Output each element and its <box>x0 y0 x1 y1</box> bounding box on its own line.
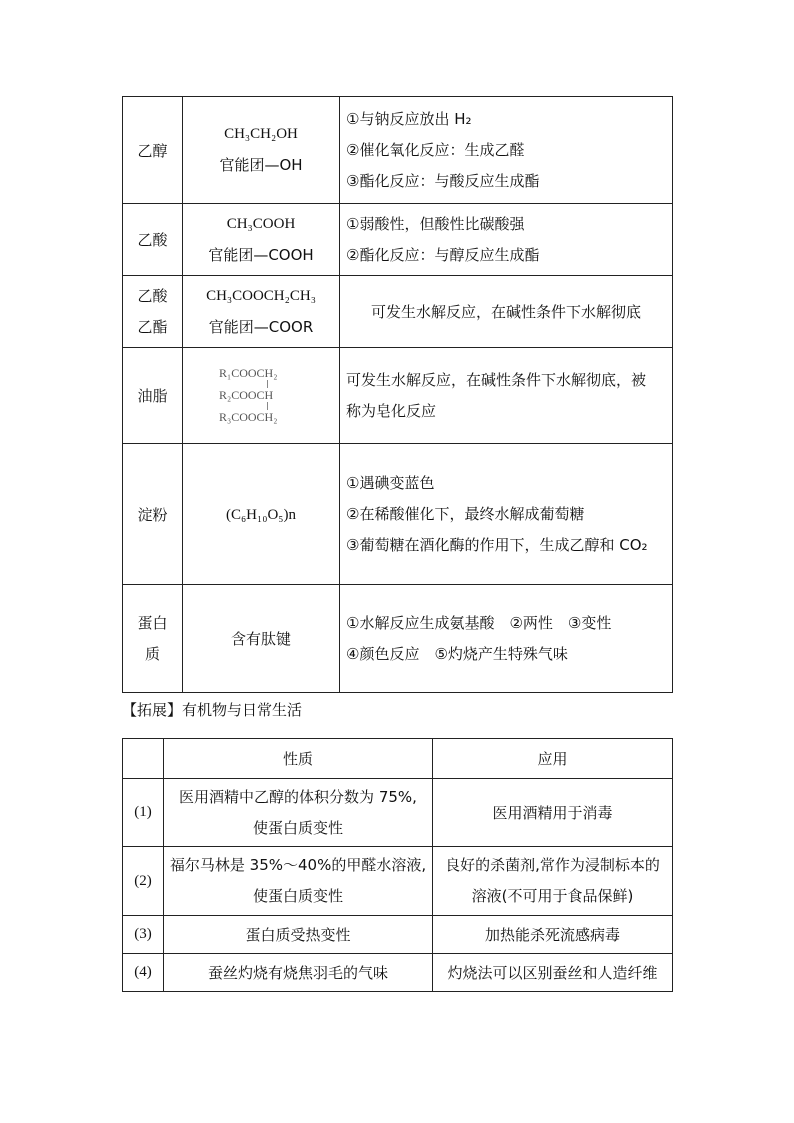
property-item: ①与钠反应放出 H₂ <box>346 109 472 128</box>
properties-cell <box>340 276 673 348</box>
name-text: 乙酸 <box>137 231 168 249</box>
formula-main: CH₃COOCH₂CH₃ <box>206 287 316 304</box>
property-item: ④颜色反应 ⑤灼烧产生特殊气味 <box>346 644 568 663</box>
property-item: 可发生水解反应，在碱性条件下水解彻底，被 <box>346 370 647 389</box>
column-header: 应用 <box>433 739 673 779</box>
compound-name <box>123 348 183 444</box>
properties-cell <box>340 444 673 585</box>
application-cell: 加热能杀死流感病毒 <box>433 916 673 954</box>
property-cell <box>164 847 433 916</box>
formula-cell <box>183 276 340 348</box>
table-row <box>123 585 673 693</box>
application-cell: 灼烧法可以区别蚕丝和人造纤维 <box>433 954 673 992</box>
row-number: (4) <box>123 954 164 992</box>
table-header-row <box>123 739 673 779</box>
property-cell: 蚕丝灼烧有烧焦羽毛的气味 <box>164 954 433 992</box>
property-item: ②在稀酸催化下，最终水解成葡萄糖 <box>346 504 585 523</box>
structure-line: R₁COOCH₂ <box>219 366 278 380</box>
name-text: 油脂 <box>137 387 168 405</box>
table-row <box>123 916 673 954</box>
property-cell <box>164 779 433 847</box>
property-item: ③葡萄糖在酒化酶的作用下，生成乙醇和 CO₂ <box>346 535 648 554</box>
structure-line: R₃COOCH₂ <box>219 410 278 424</box>
formula-cell <box>183 348 340 444</box>
extension-heading: 【拓展】有机物与日常生活 <box>122 701 303 719</box>
table-row <box>123 779 673 847</box>
name-text: 蛋白 <box>137 613 168 632</box>
property-text: 福尔马林是 35%～40%的甲醛水溶液, <box>169 856 427 874</box>
name-text: 乙酸 <box>137 286 168 305</box>
formula-main: (C₆H₁₀O₅)n <box>225 506 297 523</box>
row-number: (1) <box>123 779 164 847</box>
name-text: 质 <box>144 644 160 663</box>
triglyceride-structure <box>219 366 277 424</box>
functional-group: 官能团—COOH <box>208 245 314 264</box>
property-item: ①遇碘变蓝色 <box>346 473 435 492</box>
structure-line: R₂COOCH <box>219 388 274 402</box>
row-number: (2) <box>123 847 164 916</box>
name-text: 乙醇 <box>137 141 168 160</box>
formula-cell <box>183 585 340 693</box>
compound-name <box>123 204 183 276</box>
formula-main: CH₃CH₂OH <box>224 126 298 142</box>
compound-name <box>123 585 183 693</box>
table-row <box>123 847 673 916</box>
daily-life-table <box>122 738 673 992</box>
table-row <box>123 348 673 444</box>
bond-line <box>267 380 269 388</box>
properties-cell <box>340 348 673 444</box>
table-row <box>123 276 673 348</box>
formula-main: 含有肽键 <box>230 630 291 648</box>
column-header: 性质 <box>164 739 433 779</box>
application-cell <box>433 847 673 916</box>
formula-cell <box>183 444 340 585</box>
application-text: 良好的杀菌剂,常作为浸制标本的 <box>445 856 660 874</box>
properties-cell <box>340 204 673 276</box>
compound-name <box>123 444 183 585</box>
application-text: 医用酒精用于消毒 <box>492 804 613 822</box>
organic-compounds-table <box>122 96 673 693</box>
compound-name <box>123 97 183 204</box>
properties-cell <box>340 97 673 204</box>
property-item: ①弱酸性，但酸性比碳酸强 <box>346 214 525 233</box>
header-blank <box>123 739 164 779</box>
table-row <box>123 444 673 585</box>
functional-group: 官能团—OH <box>219 156 303 174</box>
formula-cell <box>183 204 340 276</box>
functional-group: 官能团—COOR <box>208 317 314 336</box>
property-item: 可发生水解反应，在碱性条件下水解彻底 <box>370 303 641 321</box>
name-text: 淀粉 <box>137 505 168 524</box>
formula-cell <box>183 97 340 204</box>
table-row <box>123 954 673 992</box>
property-item: 称为皂化反应 <box>346 401 437 420</box>
property-text: 使蛋白质变性 <box>252 818 343 837</box>
table-row <box>123 204 673 276</box>
bond-line <box>267 402 269 410</box>
row-number: (3) <box>123 916 164 954</box>
property-cell: 蛋白质受热变性 <box>164 916 433 954</box>
compound-name <box>123 276 183 348</box>
property-item: ①水解反应生成氨基酸 ②两性 ③变性 <box>346 613 612 632</box>
property-item: ③酯化反应：与酸反应生成酯 <box>346 171 540 190</box>
table-row <box>123 97 673 204</box>
property-item: ②酯化反应：与醇反应生成酯 <box>346 245 540 264</box>
property-item: ②催化氧化反应：生成乙醛 <box>346 140 525 159</box>
formula-main: CH₃COOH <box>226 215 296 232</box>
properties-cell <box>340 585 673 693</box>
property-text: 使蛋白质变性 <box>252 887 343 905</box>
application-cell <box>433 779 673 847</box>
application-text: 溶液(不可用于食品保鲜) <box>471 887 634 905</box>
property-text: 医用酒精中乙醇的体积分数为 75%, <box>179 787 417 806</box>
name-text: 乙酯 <box>137 317 168 336</box>
